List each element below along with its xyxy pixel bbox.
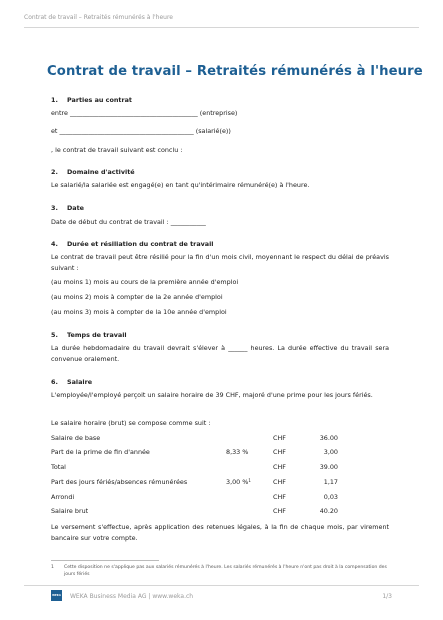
salary-row [51, 434, 391, 444]
weka-logo: WEKA [51, 590, 62, 601]
footnote [51, 565, 391, 579]
salary-row-amount: 40.20 [319, 507, 338, 515]
salary-row-label: Part des jours fériés/absences rémunérées [51, 478, 188, 486]
section-title: Temps de travail [67, 331, 127, 339]
section-title: Domaine d'activité [67, 168, 135, 176]
salary-row [51, 478, 391, 488]
section-number: 5. [51, 331, 58, 339]
notice-period-item: (au moins 3) mois à compter de la 10e année d'emploi [51, 308, 227, 316]
section-6-heading [51, 378, 92, 386]
section-number: 2. [51, 168, 58, 176]
salary-row-percent: 8,33 % [226, 448, 249, 456]
start-date-line: Date de début du contrat de travail : ___________ [51, 218, 206, 226]
salary-composition-intro: Le salaire horaire (brut) se compose comme suit : [51, 419, 211, 427]
salary-row-amount: 36.00 [319, 434, 338, 442]
salary-row-percent [226, 478, 251, 486]
section-4-heading [51, 240, 214, 248]
footnote-number: 1 [51, 565, 54, 570]
party-employee-line: et __________________________________________ (salarié(e)) [51, 127, 231, 135]
section-title: Salaire [67, 378, 93, 386]
salary-row [51, 507, 391, 517]
section-number: 3. [51, 204, 58, 212]
salary-row [51, 448, 391, 458]
section-1-heading [51, 96, 132, 104]
section-5-heading [51, 331, 127, 339]
footnote-text: Cette disposition ne s'applique pas aux salariés rémunérés à l'heure. Les salariés rémunérés à l'heure n'ont pas droit à la compensation des jours fériés [64, 565, 387, 577]
footnote-reference: 1 [248, 478, 251, 483]
salary-row-amount: 0,03 [323, 493, 338, 501]
section-title: Durée et résiliation du contrat de travail [67, 240, 214, 248]
page-number: 1/3 [382, 593, 392, 600]
footer-publisher: WEKA Business Media AG | www.weka.ch [70, 593, 194, 600]
salary-row-amount: 39.00 [319, 463, 338, 471]
salary-intro: L'employée/l'employé perçoit un salaire horaire de 39 CHF, majoré d'une prime pour les jours fériés. [51, 391, 373, 399]
section-number: 6. [51, 378, 58, 386]
salary-row-label: Arrondi [51, 493, 75, 501]
notice-period-item: (au moins 1) mois au cours de la première année d'emploi [51, 278, 239, 286]
working-time-text: La durée hebdomadaire du travail devrait s'élever à ______ heures. La durée effective du travail sera convenue oralement. [51, 344, 389, 363]
salary-row-currency: CHF [273, 463, 286, 471]
salary-row-currency: CHF [273, 478, 286, 486]
salary-row-currency: CHF [273, 493, 286, 501]
salary-row-label: Total [51, 463, 66, 471]
salary-row-amount: 3,00 [323, 448, 338, 456]
salary-row [51, 493, 391, 503]
salary-row-amount: 1,17 [323, 478, 338, 486]
salary-row-label: Salaire brut [51, 507, 89, 515]
payment-text: Le versement s'effectue, après application des retenues légales, à la fin de chaque mois, par virement bancaire sur votre compte. [51, 523, 389, 542]
section-title: Parties au contrat [67, 96, 132, 104]
salary-row-label: Part de la prime de fin d'année [51, 448, 150, 456]
section-3-heading [51, 204, 84, 212]
salary-row-currency: CHF [273, 448, 286, 456]
contract-conclusion-line: , le contrat de travail suivant est conclu : [51, 146, 183, 154]
section-2-heading [51, 168, 135, 176]
running-header: Contrat de travail – Retraités rémunérés à l'heure [24, 14, 173, 21]
notice-period-item: (au moins 2) mois à compter de la 2e année d'emploi [51, 293, 223, 301]
party-employer-line: entre ________________________________________ (entreprise) [51, 109, 238, 117]
header-divider [24, 27, 419, 28]
section-number: 4. [51, 240, 58, 248]
percent-value: 3,00 % [226, 478, 249, 486]
section-number: 1. [51, 96, 58, 104]
footnote-divider [51, 560, 159, 561]
section-title: Date [67, 204, 85, 212]
salary-row-currency: CHF [273, 434, 286, 442]
activity-text: Le salarié/la salariée est engagé(e) en tant qu'intérimaire rémunéré(e) à l'heure. [51, 181, 310, 189]
salary-row-label: Salaire de base [51, 434, 101, 442]
salary-row-currency: CHF [273, 507, 286, 515]
footer-divider [24, 585, 419, 586]
document-title: Contrat de travail – Retraités rémunérés à l'heure [47, 64, 423, 79]
termination-intro: Le contrat de travail peut être résilié pour la fin d'un mois civil, moyennant le respect du délai de préavis suivant : [51, 253, 389, 272]
salary-row [51, 463, 391, 473]
